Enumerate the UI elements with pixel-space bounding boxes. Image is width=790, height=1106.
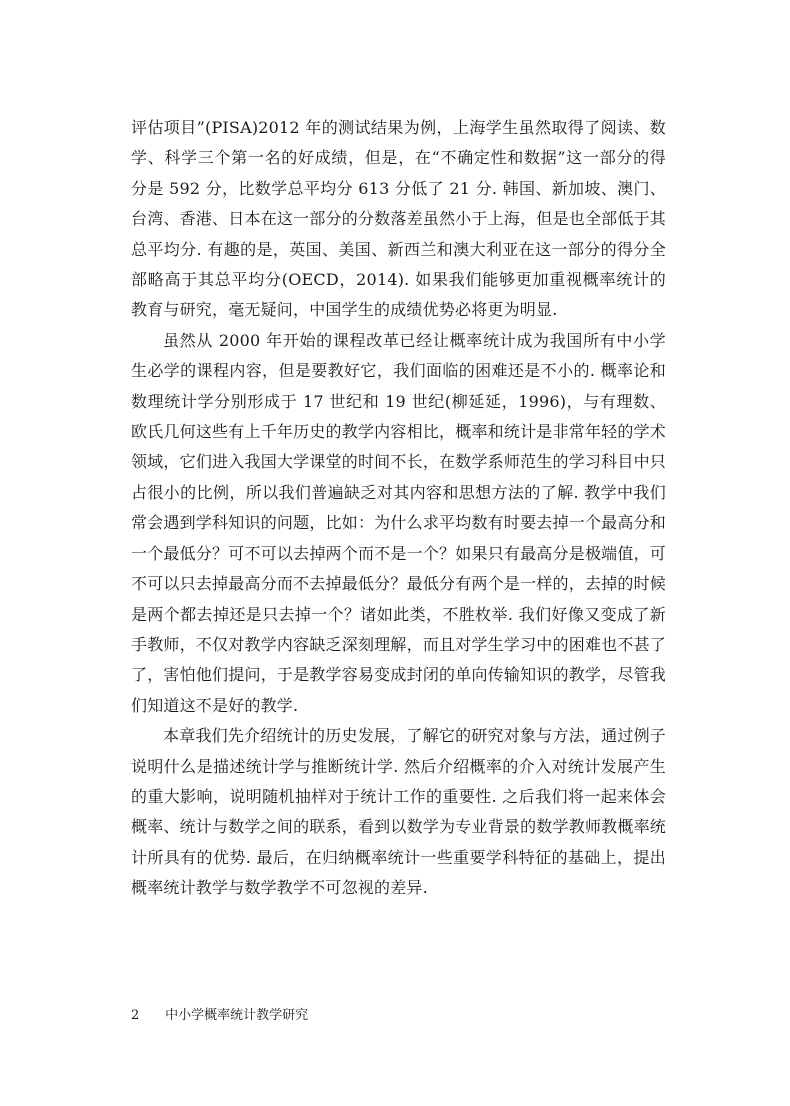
- page-footer: [131, 1007, 308, 1025]
- page-number: 2: [131, 1008, 140, 1023]
- paragraph-curriculum-difficulty: 虽然从 2000 年开始的课程改革已经让概率统计成为我国所有中小学生必学的课程内容，但是要教好它，我们面临的困难还是不小的. 概率论和数理统计学分别形成于 17 世纪和 19 世纪(柳延延，1996)，与有理数、欧氏几何这些有上千年历史的教学内容相比，概率和统计是非常年轻的学术领域，它们进入我国大学课堂的时间不长，在数学系师范生的学习科目中只占很小的比例，所以我们普遍缺乏对其内容和思想方法的了解. 教学中我们常会遇到学科知识的问题，比如：为什么求平均数有时要去掉一个最高分和一个最低分？可不可以去掉两个而不是一个？如果只有最高分是极端值，可不可以只去掉最高分而不去掉最低分？最低分有两个是一样的，去掉的时候是两个都去掉还是只去掉一个？诸如此类，不胜枚举. 我们好像又变成了新手教师，不仅对教学内容缺乏深刻理解，而且对学生学习中的困难也不甚了了，害怕他们提问，于是教学容易变成封闭的单向传输知识的教学，尽管我们知道这不是好的教学.: [131, 330, 666, 715]
- paragraph-chapter-overview: 本章我们先介绍统计的历史发展，了解它的研究对象与方法，通过例子说明什么是描述统计学与推断统计学. 然后介绍概率的介入对统计发展产生的重大影响，说明随机抽样对于统计工作的重要性. 之后我们将一起来体会概率、统计与数学之间的联系，看到以数学为专业背景的数学教师教概率统计所具有的优势. 最后，在归纳概率统计一些重要学科特征的基础上，提出概率统计教学与数学教学不可忽视的差异.: [131, 726, 666, 898]
- book-title: 中小学概率统计教学研究: [165, 1008, 309, 1023]
- page-body: [131, 113, 666, 904]
- paragraph-pisa-results: 评估项目”(PISA)2012 年的测试结果为例，上海学生虽然取得了阅读、数学、科学三个第一名的好成绩，但是，在“不确定性和数据”这一部分的得分是 592 分，比数学总平均分 613 分低了 21 分. 韩国、新加坡、澳门、台湾、香港、日本在这一部分的分数落差虽然小于上海，但是也全部低于其总平均分. 有趣的是，英国、美国、新西兰和澳大利亚在这一部分的得分全部略高于其总平均分(OECD，2014). 如果我们能够更加重视概率统计的教育与研究，毫无疑问，中国学生的成绩优势必将更为明显.: [131, 118, 666, 320]
